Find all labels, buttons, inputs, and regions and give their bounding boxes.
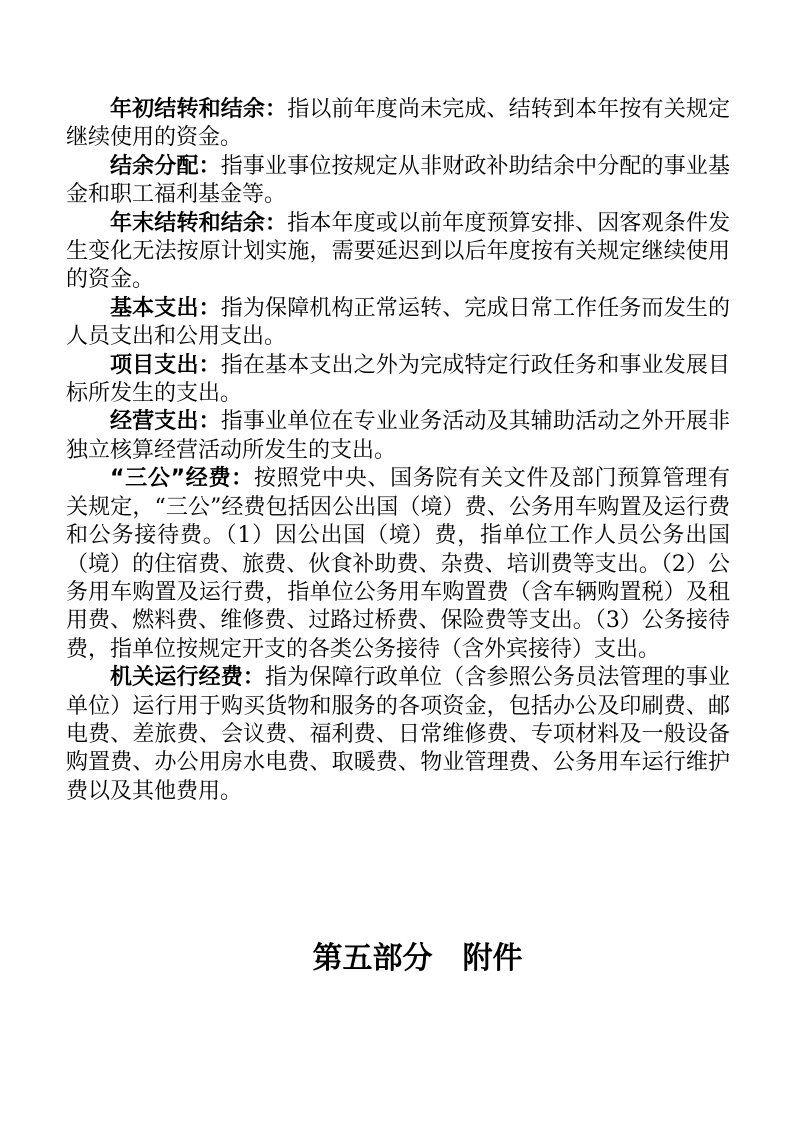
definition-term: 基本支出： <box>110 295 221 321</box>
definition-term: “三公”经费： <box>110 466 254 492</box>
definition-text: 指在基本支出之外为完成特定行政任务和事业发展目标所发生的支出。 <box>66 352 730 407</box>
definition-paragraph <box>66 465 730 664</box>
definition-text: 按照党中央、国务院有关文件及部门预算管理有关规定，“三公”经费包括因公出国（境）费、公务用车购置及运行费和公务接待费。（1）因公出国（境）费，指单位工作人员公务出国（境）的住宿费、旅费、伙食补助费、杂费、培训费等支出。（2）公务用车购置及运行费，指单位公务用车购置费（含车辆购置税）及租用费、燃料费、维修费、过路过桥费、保险费等支出。（3）公务接待费，指单位按规定开支的各类公务接待（含外宾接待）支出。 <box>66 466 730 662</box>
definition-term: 结余分配： <box>110 153 221 179</box>
definition-paragraph <box>66 664 730 806</box>
definition-paragraph <box>66 96 730 153</box>
definition-text: 指为保障机构正常运转、完成日常工作任务而发生的人员支出和公用支出。 <box>66 295 730 350</box>
definition-paragraph <box>66 352 730 409</box>
definition-text: 指事业事位按规定从非财政补助结余中分配的事业基金和职工福利基金等。 <box>66 153 730 208</box>
definition-term: 年末结转和结余： <box>110 210 288 236</box>
definition-text: 指本年度或以前年度预算安排、因客观条件发生变化无法按原计划实施，需要延迟到以后年度按有关规定继续使用的资金。 <box>66 210 730 293</box>
definition-term: 机关运行经费： <box>110 665 266 691</box>
definition-paragraph <box>66 295 730 352</box>
definition-text: 指以前年度尚未完成、结转到本年按有关规定继续使用的资金。 <box>66 97 730 151</box>
definition-paragraph <box>66 210 730 295</box>
definition-term: 经营支出： <box>110 409 221 435</box>
definition-text: 指为保障行政单位（含参照公务员法管理的事业单位）运行用于购买货物和服务的各项资金，包括办公及印刷费、邮电费、差旅费、会议费、福利费、日常维修费、专项材料及一般设备购置费、办公用房水电费、取暖费、物业管理费、公务用车运行维护费以及其他费用。 <box>66 665 730 804</box>
section-heading: 第五部分 附件 <box>312 941 523 976</box>
definition-text: 指事业单位在专业业务活动及其辅助活动之外开展非独立核算经营活动所发生的支出。 <box>66 409 730 463</box>
definition-paragraph <box>66 408 730 465</box>
definition-paragraph <box>66 153 730 210</box>
definition-term: 年初结转和结余： <box>110 97 288 122</box>
definition-term: 项目支出： <box>110 352 221 378</box>
budget-terms-definitions <box>66 96 730 806</box>
